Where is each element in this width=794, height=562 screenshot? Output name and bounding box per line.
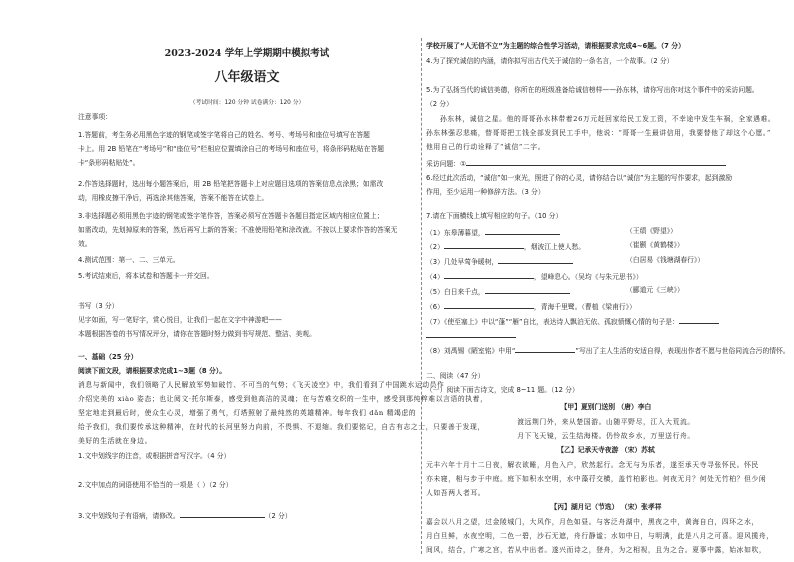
passage-line: 给予我们，我们要传承这种精神，在时代的长河里努力向前，不畏惧、不退缩。我们要铭记，自古有志之士，只要善于发现，	[78, 423, 485, 431]
section-heading: 一、基础（25 分）	[78, 353, 138, 361]
right-column	[426, 0, 790, 562]
section-heading: 二、阅读（47 分）	[426, 372, 485, 380]
poem-b-line: 元丰六年十月十二日夜，解衣欲睡，月色入户，欣然起行。念无与为乐者，遂至承天寺寻张怀民。怀民	[426, 461, 759, 469]
poem-fill-8-tail: ”写出了主人生活的安适自得，表现出作者不愿与世俗同流合污的情怀。	[575, 347, 790, 355]
notice-line: 卡“条形码粘贴处”。	[78, 159, 140, 167]
story-line: 孙东林强忍悲痛，替哥哥把工钱全部发到民工手中，他说：“哥哥一生最讲信用，我要替他了却这个心愿。”	[426, 129, 772, 137]
question-6: 6.经过此次活动，“诚信”如一束光，照进了你的心灵，请你结合以“诚信”为主题的写作要求，起到激励	[426, 174, 733, 182]
q5-answer-label: 采访问题：①	[426, 160, 467, 168]
answer-blank[interactable]	[444, 301, 534, 309]
subsection-heading: （一）阅读下面古诗文，完成 8~11 题。（12 分）	[426, 386, 579, 394]
handwriting-line: 本题根据答卷的书写情况评分，请你在答题时努力做到书写规范、整洁、美观。	[78, 330, 316, 338]
poem-fill-2: （2） ，烟波江上使人愁。 （崔颢《黄鹤楼》）	[426, 241, 684, 251]
poem-b-line: 亦未寝，相与步于中庭。庭下如积水空明，水中藻荇交横，盖竹柏影也。何夜无月？何处无竹柏？但少闲	[426, 475, 767, 483]
question-6-b: 作用，至少运用一种修辞方法。（3 分）	[426, 188, 545, 196]
poem-fill-source: ，青海千里鹭。（曹植《梁甫行》）	[533, 303, 636, 311]
notice-line: 卡上。用 2B 铅笔在“考场号”和“座位号”栏相应位置填涂自己的考场号和座位号，将条形码粘贴在答题	[78, 145, 385, 153]
poem-fill-4	[426, 271, 786, 282]
poem-c-line: 间风，结合，广寒之宫，若从中出者。遂兴而诗之，登舟，为之相视，且为之合。夏事中露，始冰如吹，	[426, 546, 767, 554]
poem-fill-7	[426, 316, 786, 327]
notice-line: 5.考试结束后，将本试卷和答题卡一并交回。	[78, 272, 214, 280]
question-7: 7.请在下面横线上填写相应的句子。（10 分）	[426, 212, 563, 220]
poem-fill-8	[426, 345, 790, 356]
passage-line: 介绍完美的 xiào 姿态；也让阅文·托尔斯泰，感受到他高洁的灵魂；在与苦难交织的一生中，感受到那纯粹难以言语的执着，	[78, 395, 488, 403]
notice-line: 2.作答选择题时，选出每小题答案后，用 2B 铅笔把答题卡上对应题目选项的答案信息点涂黑；如需改	[78, 180, 384, 188]
question-3-text: 3.文中划线句子有语病，请修改。	[78, 512, 180, 520]
question-5-score: （2 分）	[426, 100, 453, 108]
question-3	[78, 510, 416, 521]
poem-a-line: 月下飞天镜，云生结海楼。仍怜故乡水，万里送行舟。	[517, 432, 695, 440]
answer-blank[interactable]	[444, 271, 534, 279]
notice-line: 效。	[78, 240, 92, 248]
poem-fill-source: ，望峰息心。（吴均《与朱元思书》）	[533, 273, 643, 281]
passage-line: 消息与新闻中，我们领略了人民解放军势如破竹、不可当的气势；《飞天凌空》中，我们看到了中国跳水运动员作	[78, 381, 445, 389]
notice-line: 3.非选择题必须用黑色字迹的钢笔或签字笔作答，答案必须写在答题卡各题目指定区域内相应位置上；	[78, 212, 384, 220]
question-1: 1.文中划线字的注音，或根据拼音写汉字。（4 分）	[78, 452, 231, 460]
poem-fill-label: （4）	[426, 273, 444, 281]
poem-fill-7-line2	[426, 330, 786, 341]
poem-fill-label: （5）白日来千点，	[426, 288, 485, 296]
question-3-score: （2 分）	[264, 512, 292, 520]
answer-blank[interactable]	[466, 158, 726, 166]
answer-blank[interactable]	[426, 330, 516, 338]
poem-fill-7-text: （7）《使至塞上》中以“蓬”“雁”自比，表达诗人飘泊无依、孤寂愤慨心情的句子是：	[426, 318, 679, 326]
notice-line: 1.答题前，考生务必用黑色字迹的钢笔或签字笔将自己的姓名、考号、考场号和座位号填写在答题	[78, 131, 370, 139]
poem-fill-label: （6）	[426, 303, 444, 311]
exam-title: 2023-2024 学年上学期期中模拟考试	[164, 48, 330, 59]
poem-fill-8-text: （8）刘禹锡《陋室铭》中用“	[426, 347, 516, 355]
poem-fill-label: （2）	[426, 243, 444, 251]
poem-fill-3	[426, 256, 786, 267]
subject-title: 八年级语文	[214, 70, 280, 85]
poem-fill-5	[426, 286, 786, 297]
poem-fill-label: （1）东皋薄暮望，	[426, 229, 485, 237]
poem-a-title: 【甲】夏别门送别 （唐）李白	[560, 403, 652, 411]
activity-intro: 学校开展了“人无信不立”为主题的综合性学习活动，请根据要求完成4~6题。（7 分）	[426, 42, 685, 50]
exam-meta: （考试时间：120 分钟 试卷满分：120 分）	[189, 100, 305, 106]
poem-c-line: 嘉会以八月之望，过金陵城门，大风作，月色如昼。与客泛舟湖中，黑夜之中，黄海自白，四环之水，	[426, 518, 759, 526]
answer-blank[interactable]	[498, 256, 573, 264]
poem-c-line: 月白旦鲜，水夜空明，二色一碧，沙石无遮，舟行静谧；水如中日，与明满，此是八月之可喜。迎风揽舟，	[426, 532, 774, 540]
notice-line: 动，用橡皮擦干净后，再选涂其他答案，答案不能答在试卷上。	[78, 194, 269, 202]
notice-line: 4.测试范围：第一、二、三单元。	[78, 256, 180, 264]
section-instruction: 阅读下面文段，请根据要求完成1~3题（8 分）。	[78, 367, 226, 375]
answer-blank[interactable]	[515, 345, 575, 353]
poem-fill-label: （3）几处早莺争暖树，	[426, 258, 499, 266]
q5-answer	[426, 158, 786, 169]
poem-a-line: 渡远荆门外，来从楚国游。山随平野尽，江入大荒流。	[517, 418, 695, 426]
handwriting-line: 见字如面，写一笔好字，赏心悦目，让我们一起在文字中神游吧——	[78, 316, 282, 324]
answer-blank[interactable]	[444, 241, 524, 249]
question-2: 2.文中加点的词语使用不恰当的一项是（ ）（2 分）	[78, 481, 233, 489]
answer-blank[interactable]	[180, 510, 265, 518]
column-divider	[421, 38, 422, 554]
notice-line: 如需改动，先划掉原来的答案，然后再写上新的答案；不准使用铅笔和涂改液。不按以上要求作答的答案无	[78, 226, 398, 234]
poem-fill-1	[426, 227, 786, 238]
notice-heading: 注意事项：	[78, 113, 112, 121]
poem-b-title: 【乙】记承天寺夜游 （宋）苏轼	[557, 446, 655, 454]
answer-blank[interactable]	[485, 227, 560, 235]
poem-c-title: 【丙】湖月记（节选） （宋）张孝祥	[550, 503, 662, 511]
question-5: 5.为了弘扬当代的诚信美德，你所在的班级准备给诚信榜样——孙东林，请你写出你对这个事件中的采访问题。	[426, 86, 759, 94]
poem-b-line: 人如吾两人者耳。	[426, 489, 486, 497]
answer-blank[interactable]	[679, 316, 719, 324]
passage-line: 美好的生活就在身边。	[78, 437, 152, 445]
poem-fill-source: （白居易《钱塘湖春行》）	[626, 256, 705, 264]
poem-fill-6	[426, 301, 786, 312]
answer-blank[interactable]	[485, 286, 570, 294]
poem-fill-source: （王绩《野望》）	[626, 227, 677, 235]
passage-line: 坚定地走到最后时，使众生心灵，增强了勇气，灯塔照射了最纯然的英雄精神。每年我们 dǎn 精竭虑的	[78, 409, 417, 417]
question-4: 4.为了探究诚信的内涵，请你拟写出古代关于诚信的一条名言，一个故事。（2 分）	[426, 57, 674, 65]
poem-fill-source: （郦道元《三峡》）	[626, 286, 684, 294]
story-line: 孙东林，诚信之星。他的哥哥孙水林带着26万元赶回家给民工发工资，不幸途中发生车祸，全家遇难。	[440, 115, 776, 123]
poem-fill-source: （崔颢《黄鹤楼》）	[626, 241, 684, 249]
handwriting-heading: 书写（3 分）	[78, 302, 119, 310]
story-line: 他用自己的行动诠释了“诚信”二字。	[426, 143, 546, 151]
